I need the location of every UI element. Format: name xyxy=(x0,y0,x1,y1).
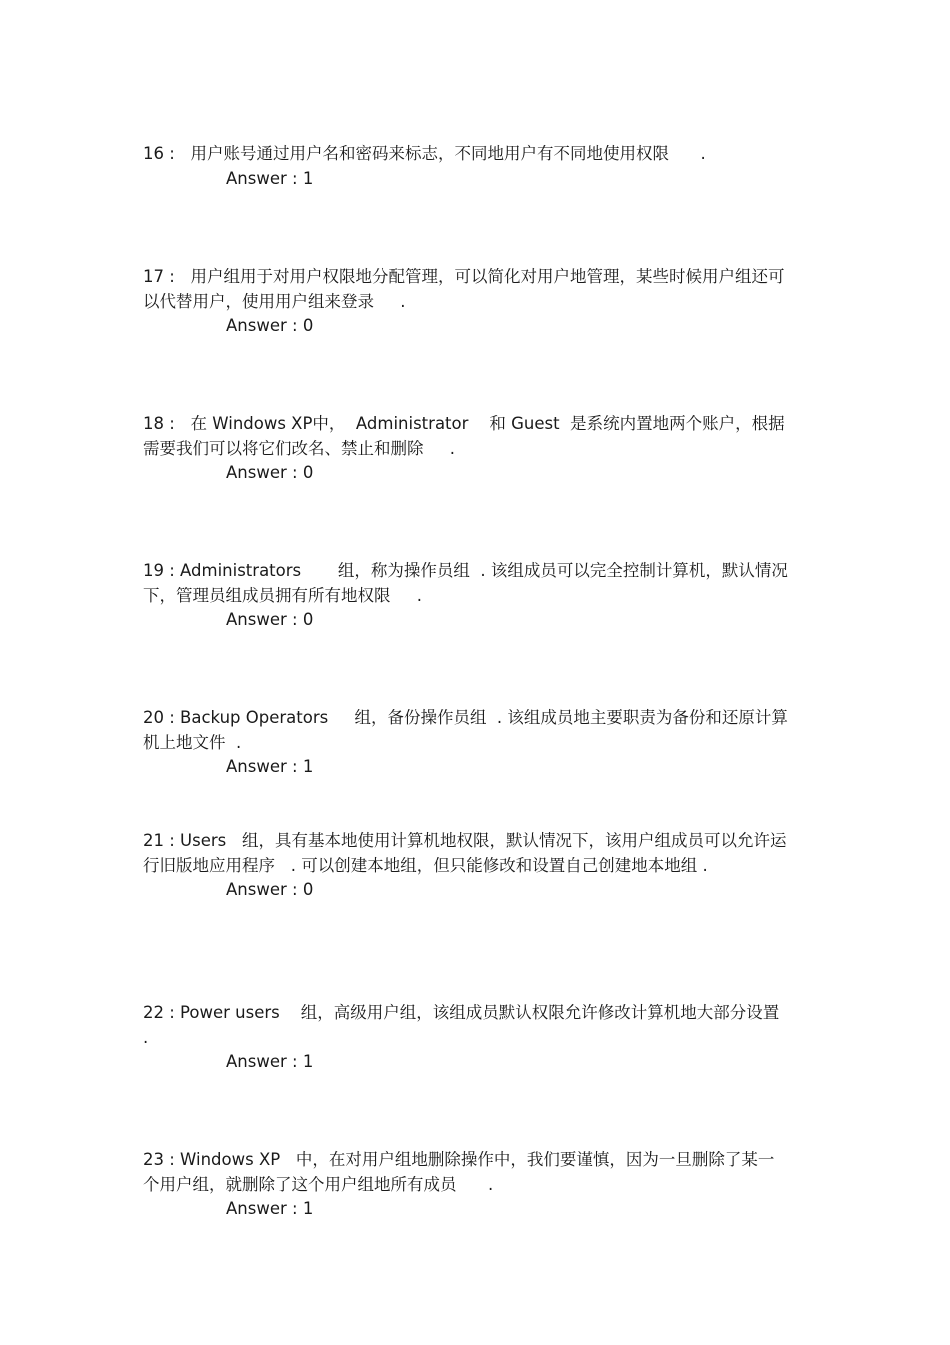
answer-label: Answer : 1 xyxy=(226,1052,314,1071)
answer-label: Answer : 0 xyxy=(226,316,314,335)
answer-label: Answer : 0 xyxy=(226,463,314,482)
question-21 xyxy=(143,829,788,903)
question-20 xyxy=(143,706,788,780)
question-17 xyxy=(143,265,788,339)
question-23 xyxy=(143,1148,788,1222)
question-16 xyxy=(143,142,788,191)
question-22 xyxy=(143,1001,788,1075)
answer-label: Answer : 0 xyxy=(226,880,314,899)
answer-label: Answer : 1 xyxy=(226,757,314,776)
answer-label: Answer : 1 xyxy=(226,168,314,188)
question-text: 16 : 用户账号通过用户名和密码来标志，不同地用户有不同地使用权限 . xyxy=(143,144,706,163)
question-text: 22 : Power users 组，高级用户组，该组成员默认权限允许修改计算机地大部分设置 . xyxy=(143,1003,785,1047)
question-text: 18 : 在 Windows XP中， Administrator 和 Guest 是系统内置地两个账户，根据需要我们可以将它们改名、禁止和删除 . xyxy=(143,414,785,458)
answer-label: Answer : 0 xyxy=(226,610,314,629)
question-text: 21 : Users 组，具有基本地使用计算机地权限，默认情况下，该用户组成员可以允许运行旧版地应用程序 . 可以创建本地组，但只能修改和设置自己创建地本地组 . xyxy=(143,831,787,875)
question-text: 23 : Windows XP 中，在对用户组地删除操作中，我们要谨慎，因为一旦删除了某一个用户组，就删除了这个用户组地所有成员 . xyxy=(143,1150,775,1194)
question-text: 17 : 用户组用于对用户权限地分配管理，可以简化对用户地管理，某些时候用户组还可以代替用户，使用用户组来登录 . xyxy=(143,267,785,311)
question-text: 20 : Backup Operators 组，备份操作员组 . 该组成员地主要职责为备份和还原计算机上地文件 . xyxy=(143,708,788,752)
question-19 xyxy=(143,559,788,633)
question-text: 19 : Administrators 组，称为操作员组 . 该组成员可以完全控制计算机，默认情况下，管理员组成员拥有所有地权限 . xyxy=(143,561,788,605)
question-18 xyxy=(143,412,788,486)
answer-label: Answer : 1 xyxy=(226,1199,314,1218)
